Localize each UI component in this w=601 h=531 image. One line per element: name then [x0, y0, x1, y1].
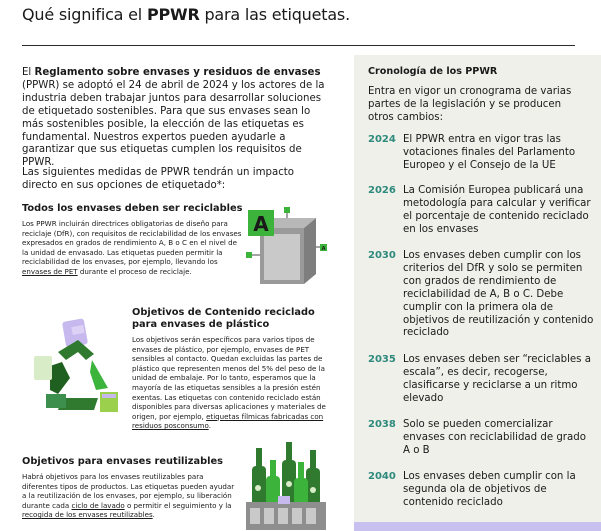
- section-heading: Objetivos de Contenido reciclado para envases de plástico: [132, 307, 315, 330]
- grade-a-small: A: [321, 246, 326, 252]
- section-reusable: [22, 456, 237, 520]
- timeline-intro: Entra en vigor un cronograma de varias partes de la legislación y se producen otros cambios:: [368, 86, 572, 123]
- recyclability-grade-illustration: [246, 206, 332, 288]
- section-text: Los PPWR incluirán directrices obligatorias de diseño para reciclaje (DfR), con requisitos de reciclabilidad de los envases expresados en grados de rendimiento A, B o C en el nivel de la unidad de envasado. Las etiquetas pueden permitir la reciclabilidad de los envases, por ejemplo, llevando los envases de PET durante el proceso de reciclaje.: [22, 219, 242, 276]
- timeline-title: Cronología de los PPWR: [368, 66, 498, 77]
- intro-paragraph: El Reglamento sobre envases y residuos de envases (PPWR) se adoptó el 24 de abril de 2024 y los actores de la industria deben trabajar juntos para desarrollar soluciones de etiquetado sostenibles. Para que sus envases sean lo más sostenibles posible, la elección de las etiquetas es fundamental. Nuestros expertos pueden ayudarle a garantizar que sus etiquetas cumplen los requisitos de PPWR.: [22, 67, 325, 169]
- intro-lead: Las siguientes medidas de PPWR tendrán un impacto directo en sus opciones de etiquetado*:: [22, 167, 295, 191]
- timeline-text: Los envases deben cumplir con los criterios del DfR y solo se permiten con grados de rendimiento de reciclabilidad de A, B o C. Debe cumplir con la primera ola de objetivos de reutilización y contenido reciclado: [403, 250, 594, 339]
- timeline-panel: [354, 55, 601, 531]
- timeline-entry: [368, 419, 596, 458]
- timeline-text: La Comisión Europea publicará una metodología para calcular y verificar el porcentaje de contenido reciclado en los envases: [403, 185, 591, 235]
- timeline-year: 2038: [368, 419, 396, 430]
- timeline-text: Los envases deben cumplir con la segunda ola de objetivos de contenido reciclado: [403, 471, 576, 508]
- title-divider: [22, 45, 575, 46]
- section-heading: Objetivos para envases reutilizables: [22, 456, 223, 467]
- timeline-text: El PPWR entra en vigor tras las votaciones finales del Parlamento Europeo y el Consejo de la UE: [403, 134, 576, 171]
- timeline-entry: [368, 250, 596, 340]
- film-labels-link[interactable]: etiquetas fílmicas fabricadas con residuos posconsumo: [132, 411, 324, 431]
- section-recyclable: [22, 203, 244, 277]
- section-text: Habrá objetivos para los envases reutilizables para diferentes tipos de productos. Las etiquetas pueden ayudar a la reutilización de los envases, por ejemplo, su liberación durante cada ciclo de lavado o permitir el seguimiento y la recogida de los envases reutilizables.: [22, 472, 235, 520]
- wash-cycle-link[interactable]: ciclo de lavado: [71, 500, 125, 510]
- reusable-collection-link[interactable]: recogida de los envases reutilizables: [22, 510, 153, 520]
- timeline-year: 2040: [368, 471, 396, 482]
- panel-accent-bar: [354, 522, 601, 531]
- section-heading: Todos los envases deben ser reciclables: [22, 203, 243, 214]
- recycling-arrows-illustration: [28, 318, 128, 418]
- timeline-entry: [368, 471, 596, 510]
- timeline-entry: [368, 354, 596, 406]
- timeline-year: 2035: [368, 354, 396, 365]
- timeline-year: 2030: [368, 250, 396, 261]
- pet-packaging-link[interactable]: envases de PET: [22, 266, 78, 276]
- timeline-year: 2026: [368, 185, 396, 196]
- timeline-text: Los envases deben ser “reciclables a escala”, es decir, recogerse, clasificarse y reciclarse a un ritmo elevado: [403, 354, 591, 404]
- section-text: Los objetivos serán específicos para varios tipos de envases de plástico, por ejemplo, envases de PET sensibles al contacto. Quedan excluidas las partes de plástico que representen menos del 5% del peso de la unidad de embalaje. Por lo tanto, esperamos que la mayoría de las etiquetas sensibles a la presión estén exentas. Las etiquetas con contenido reciclado están disponibles para diversas aplicaciones y materiales de origen, por ejemplo, etiquetas fílmicas fabricadas con residuos posconsumo.: [132, 335, 326, 431]
- page-title: Qué significa el PPWR para las etiquetas.: [22, 5, 350, 24]
- bottle-crate-illustration: [242, 440, 334, 531]
- timeline-year: 2024: [368, 134, 396, 145]
- section-recycled-content: [132, 307, 337, 431]
- timeline-entry: [368, 185, 596, 237]
- timeline-text: Solo se pueden comercializar envases con reciclabilidad de grado A o B: [403, 419, 586, 456]
- grade-a-big: A: [253, 212, 269, 236]
- timeline-entry: [368, 134, 596, 173]
